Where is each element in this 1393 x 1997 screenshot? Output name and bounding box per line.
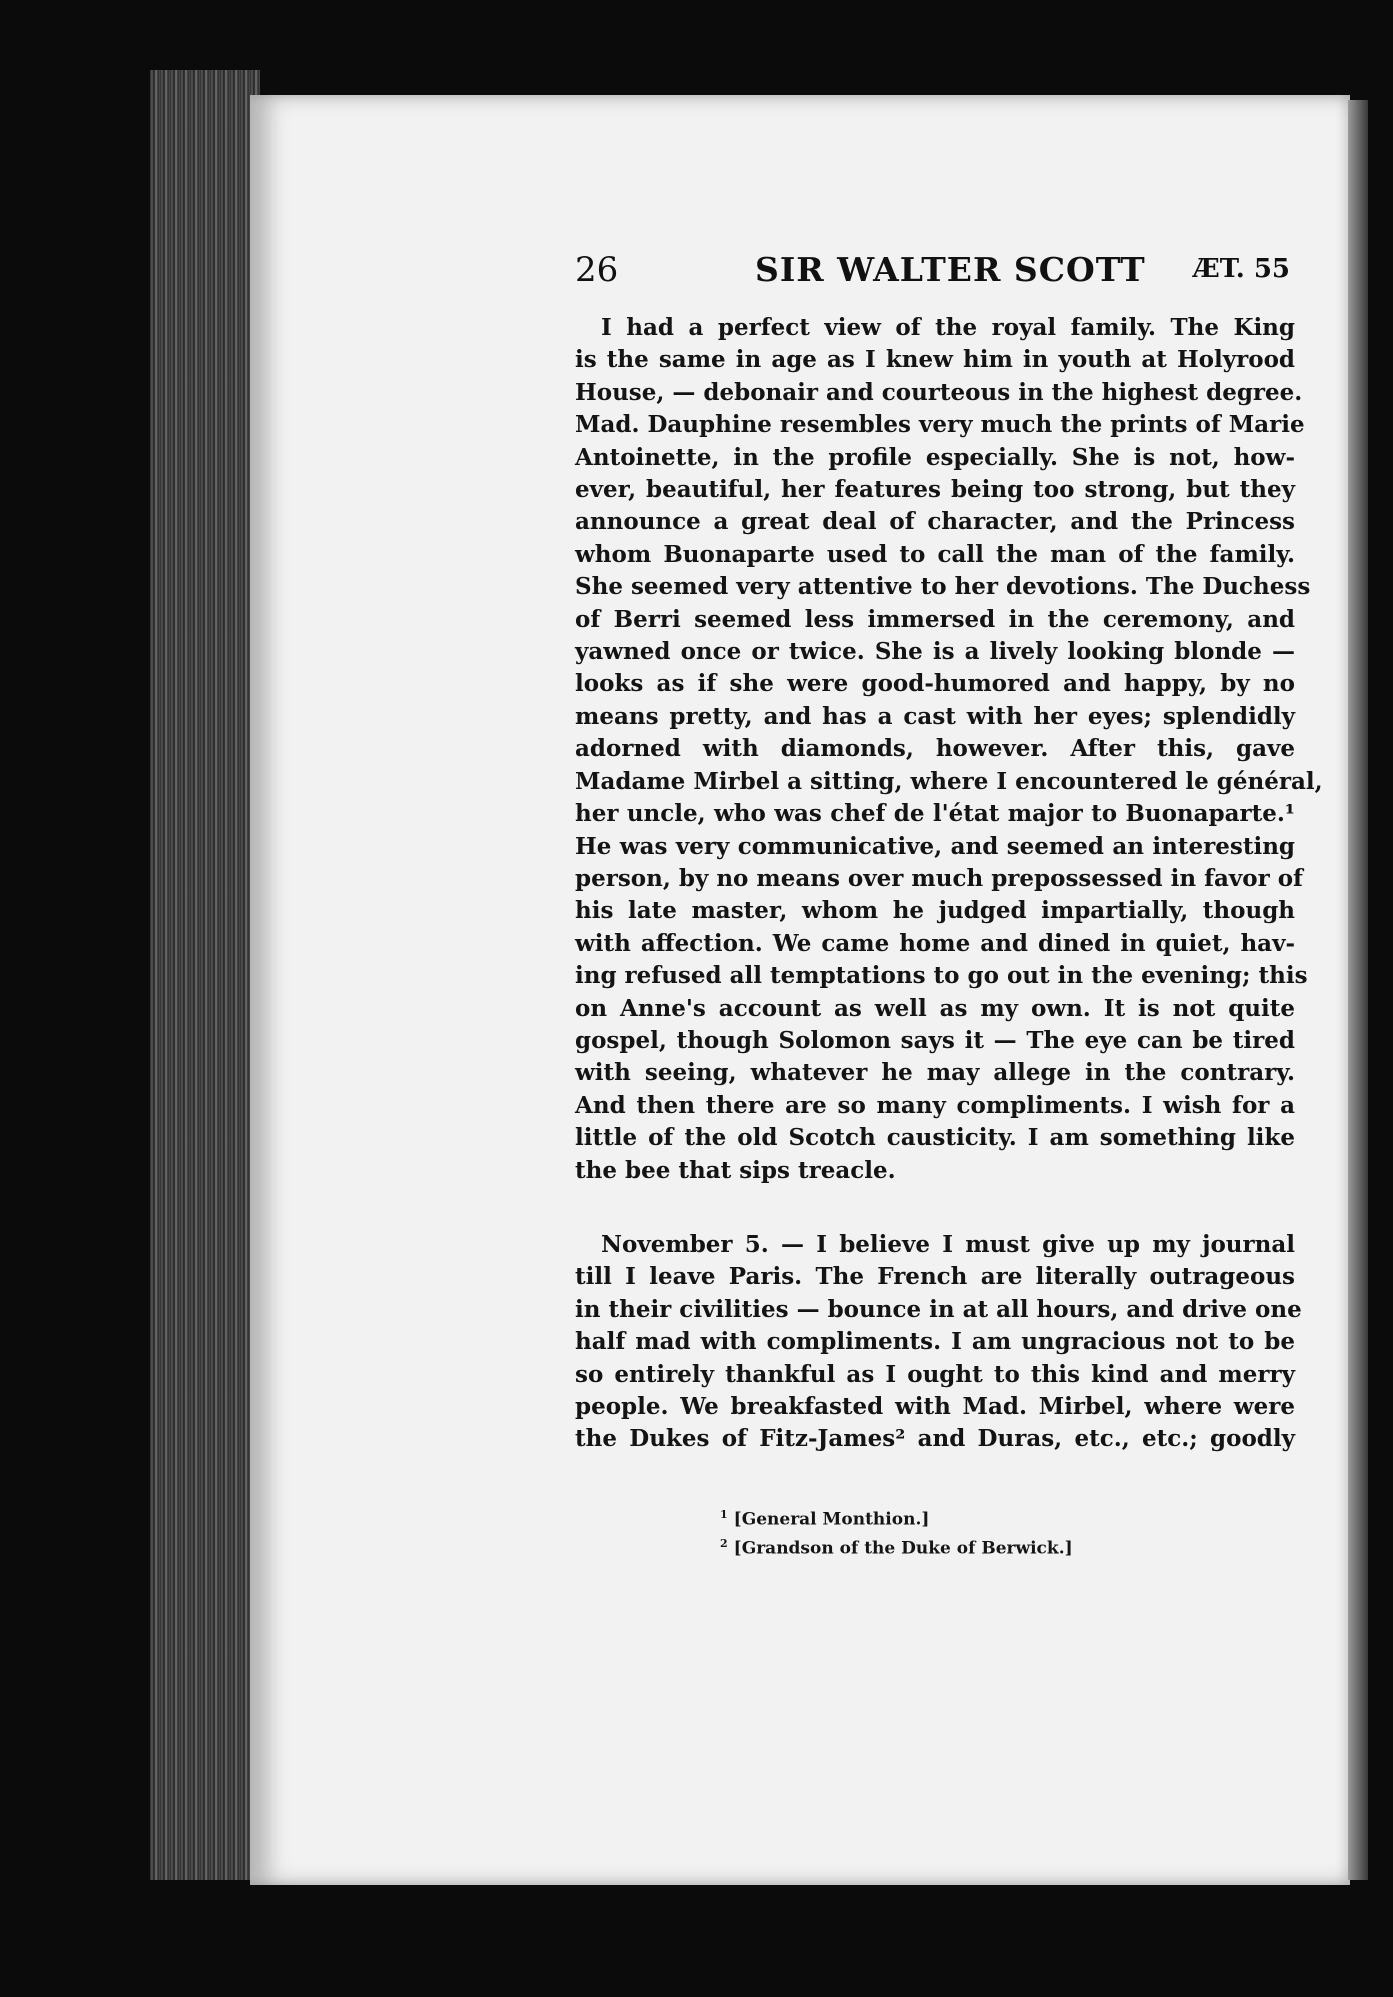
footnote-mark: 1	[720, 1508, 728, 1521]
text-line: whom Buonaparte used to call the man of the family.	[575, 540, 1295, 568]
text-line: with seeing, whatever he may allege in the contrary.	[575, 1059, 1295, 1087]
text-line: of Berri seemed less immersed in the ceremony, and	[575, 605, 1295, 633]
text-line: And then there are so many compliments. I wish for a	[575, 1091, 1295, 1119]
text-line: Antoinette, in the profile especially. She is not, how-	[575, 443, 1295, 471]
text-line: announce a great deal of character, and the Princess	[575, 508, 1295, 536]
text-line: yawned once or twice. She is a lively looking blonde —	[575, 638, 1295, 666]
footnote-text: [Grandson of the Duke of Berwick.]	[733, 1538, 1073, 1559]
text-line: person, by no means over much prepossessed in favor of	[575, 864, 1303, 892]
text-line: with affection. We came home and dined in quiet, hav-	[575, 929, 1295, 957]
text-line: means pretty, and has a cast with her eyes; splendidly	[575, 702, 1295, 730]
text-line: He was very communicative, and seemed an interesting	[575, 832, 1295, 860]
text-line: the Dukes of Fitz-James² and Duras, etc., etc.; goodly	[575, 1425, 1295, 1453]
page-body	[575, 312, 1323, 1456]
text-line: her uncle, who was chef de l'état major to Buonaparte.¹	[575, 800, 1295, 828]
text-line: November 5. — I believe I must give up my journal	[601, 1230, 1295, 1258]
text-line: his late master, whom he judged impartially, though	[575, 897, 1295, 925]
footnote-2	[720, 1532, 1073, 1561]
text-line: till I leave Paris. The French are literally outrageous	[575, 1263, 1295, 1291]
text-line: House, — debonair and courteous in the highest degree.	[575, 378, 1303, 406]
book-right-edge	[1348, 100, 1368, 1880]
text-line: half mad with compliments. I am ungracious not to be	[575, 1328, 1295, 1356]
text-line: so entirely thankful as I ought to this kind and merry	[575, 1360, 1295, 1388]
text-line: She seemed very attentive to her devotions. The Duchess	[575, 573, 1311, 601]
text-line: Madame Mirbel a sitting, where I encountered le général,	[575, 767, 1323, 795]
book-page-edges	[150, 70, 260, 1880]
text-line: little of the old Scotch causticity. I am something like	[575, 1124, 1295, 1152]
text-line: adorned with diamonds, however. After this, gave	[575, 735, 1295, 763]
text-line: ever, beautiful, her features being too strong, but they	[575, 476, 1295, 504]
paragraph-journal-entry	[575, 312, 1323, 1187]
text-line: on Anne's account as well as my own. It is not quite	[575, 994, 1295, 1022]
text-line: people. We breakfasted with Mad. Mirbel, where were	[575, 1393, 1295, 1420]
footnote-1	[720, 1503, 1073, 1532]
text-line: the bee that sips treacle.	[575, 1156, 896, 1184]
running-title: SIR WALTER SCOTT	[755, 250, 1146, 289]
paragraph-november-5	[575, 1229, 1302, 1456]
running-header	[575, 250, 1290, 300]
footnotes	[720, 1503, 1073, 1560]
footnote-mark: 2	[720, 1536, 728, 1550]
text-line: gospel, though Solomon says it — The eye can be tired	[575, 1026, 1295, 1054]
page-number: 26	[575, 250, 619, 290]
text-line: looks as if she were good-humored and happy, by no	[575, 670, 1295, 698]
text-line: I had a perfect view of the royal family. The King	[601, 314, 1295, 341]
footnote-text: [General Monthion.]	[733, 1509, 930, 1530]
text-line: is the same in age as I knew him in youth at Holyrood	[575, 346, 1295, 374]
text-line: Mad. Dauphine resembles very much the prints of Marie	[575, 411, 1305, 439]
text-line: ing refused all temptations to go out in the evening; this	[575, 962, 1308, 990]
text-line: in their civilities — bounce in at all hours, and drive one	[575, 1295, 1302, 1323]
aetat-label: ÆT. 55	[1192, 254, 1290, 284]
